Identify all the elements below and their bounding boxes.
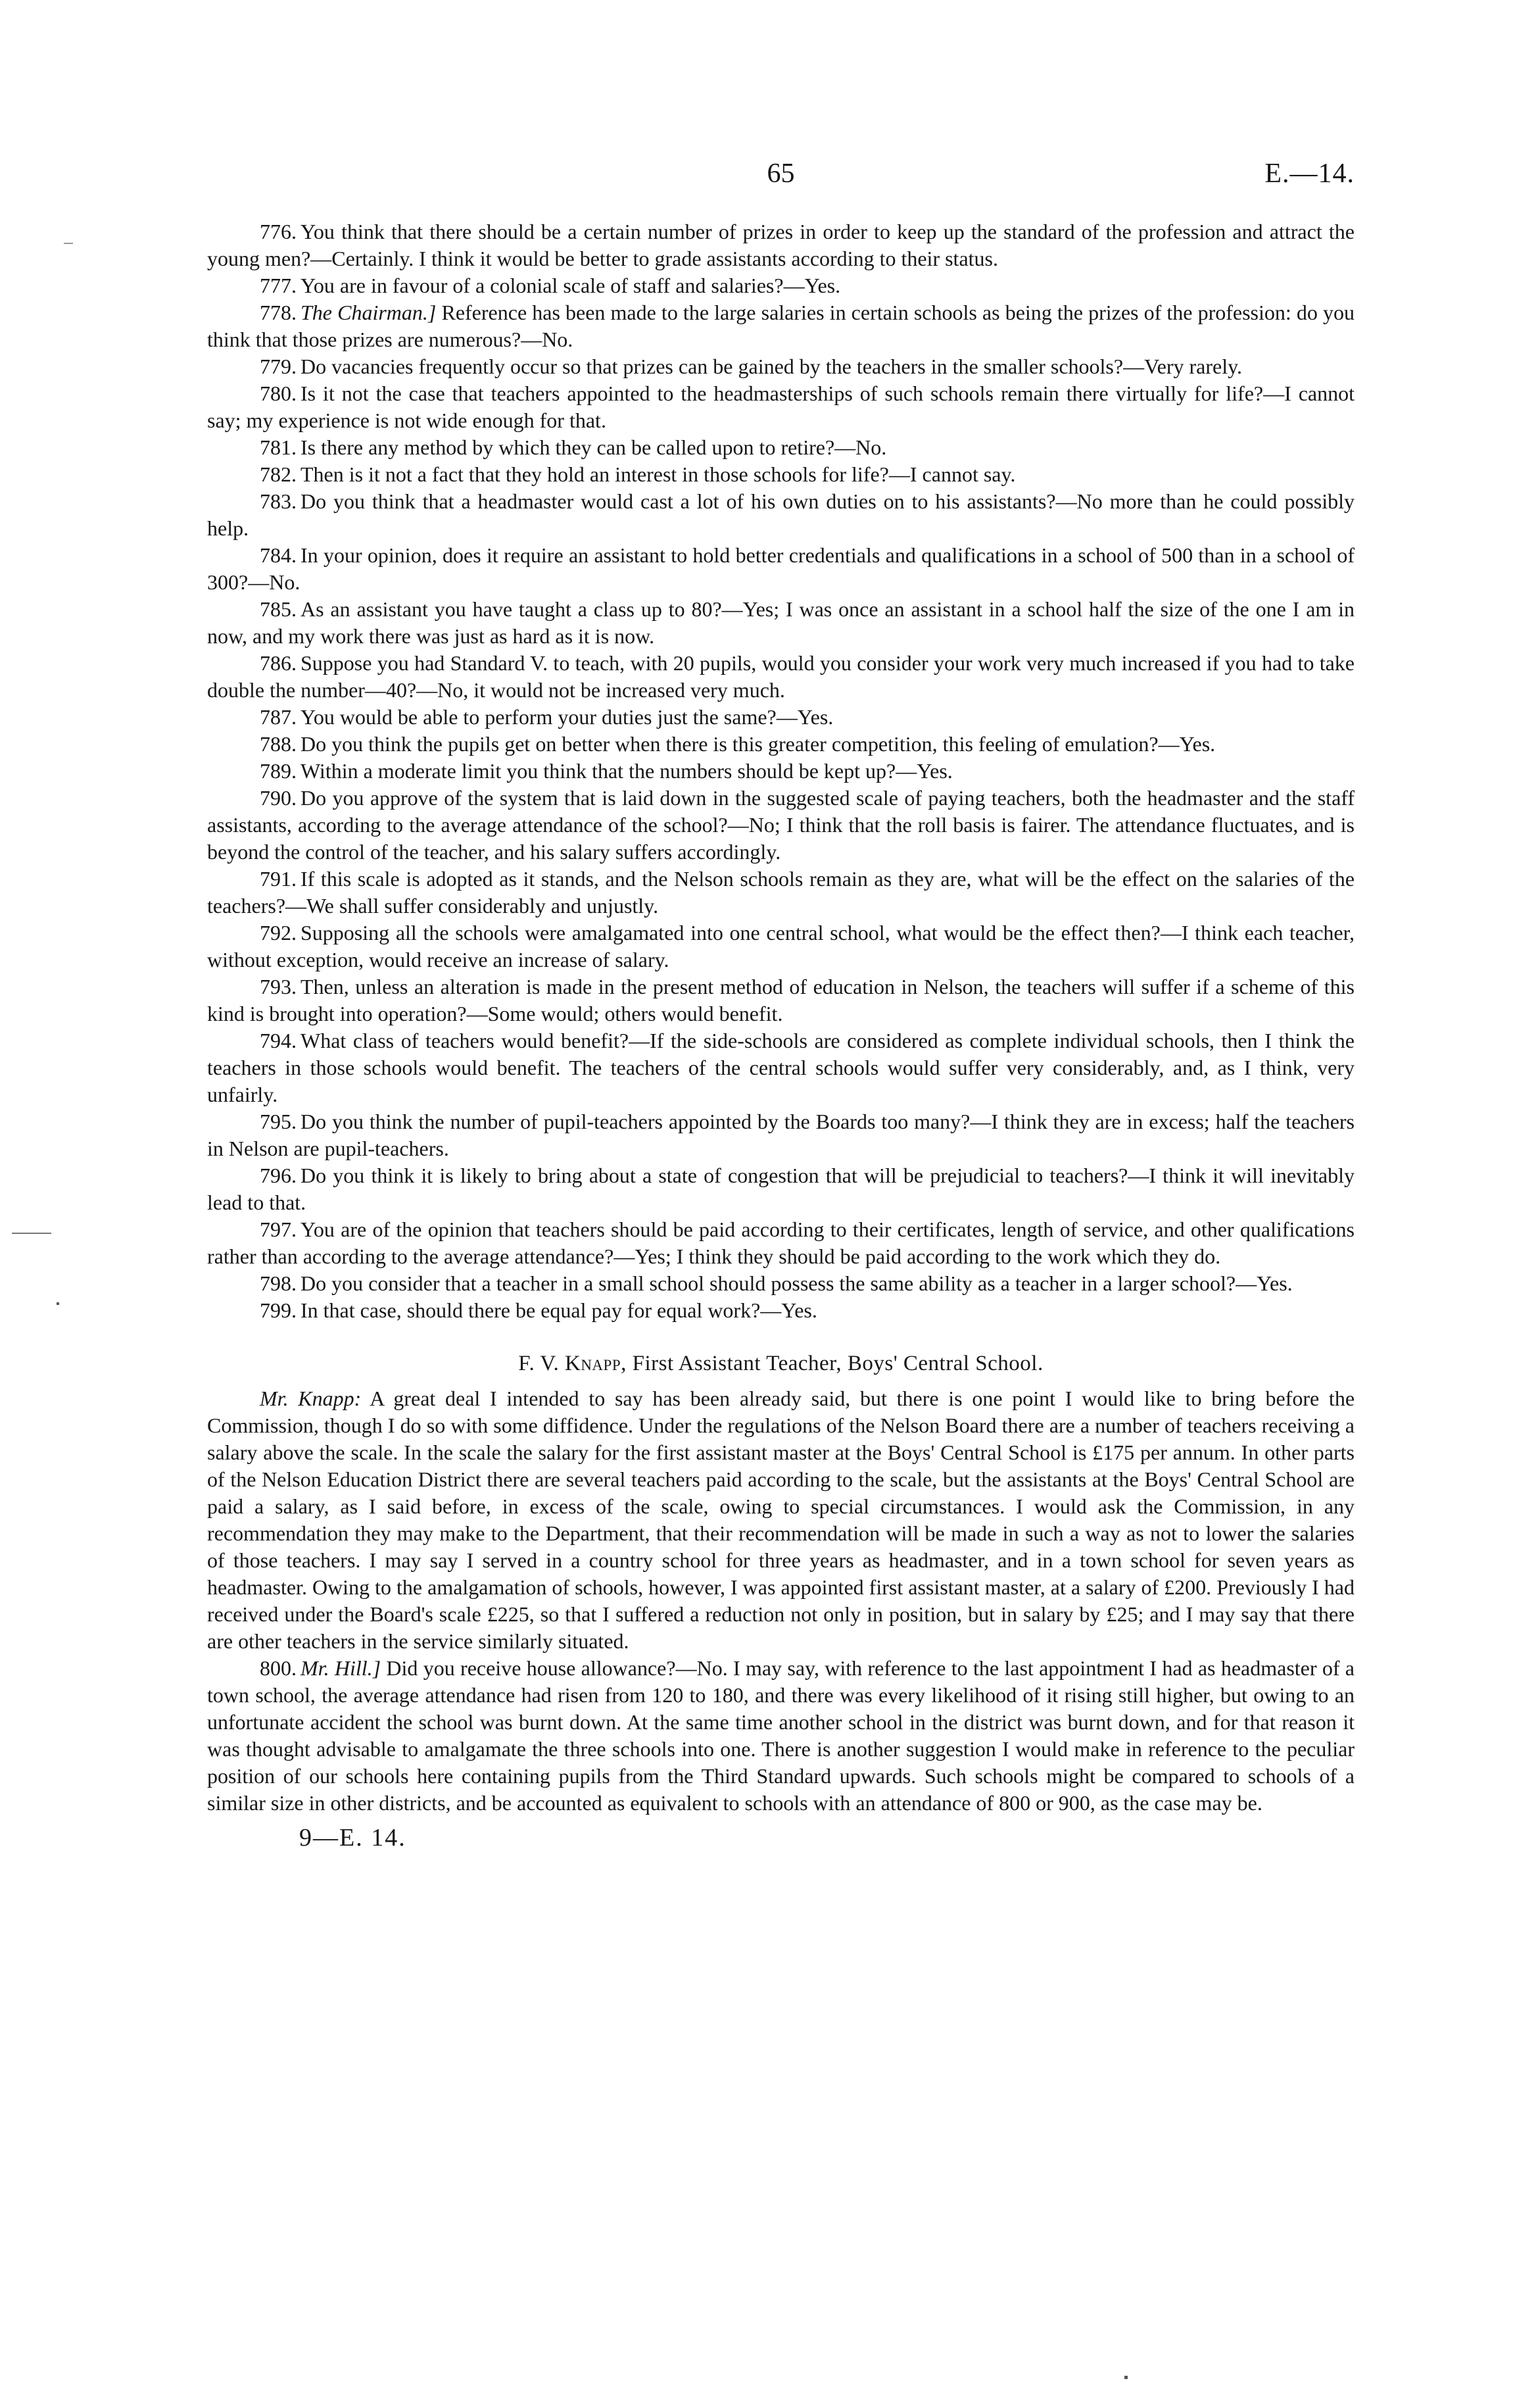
question-number: 784.: [260, 543, 297, 567]
question-paragraph: [207, 731, 1355, 758]
question-paragraph: [207, 650, 1355, 704]
question-text: You are of the opinion that teachers should be paid according to their certificates, length of service, and other qualifications rather than according to the average attendance?—Yes; I think they should be paid according to the work which they do.: [207, 1217, 1355, 1268]
question-text: Do you think that a headmaster would cast a lot of his own duties on to his assistants?—No more than he could possibly help.: [207, 489, 1355, 540]
question-paragraph: [207, 1297, 1355, 1324]
question-text: In your opinion, does it require an assistant to hold better credentials and qualifications in a school of 500 than in a school of 300?—No.: [207, 543, 1355, 594]
question-number: 799.: [260, 1298, 297, 1322]
question-number: 794.: [260, 1029, 297, 1052]
question-text: Reference has been made to the large salaries in certain schools as being the prizes of the profession: do you think that those prizes are numerous?—No.: [207, 301, 1355, 351]
question-number: 781.: [260, 435, 297, 459]
question-number: 790.: [260, 786, 297, 810]
question-number: 798.: [260, 1271, 297, 1295]
question-paragraph: [207, 353, 1355, 380]
witness-surname: Knapp: [564, 1352, 621, 1375]
question-number: 796.: [260, 1164, 297, 1187]
question-paragraph: [207, 299, 1355, 353]
question-paragraph: [207, 973, 1355, 1027]
question-number: 778.: [260, 301, 297, 324]
question-paragraph: [207, 380, 1355, 434]
question-text: Did you receive house allowance?—No. I may say, with reference to the last appointment I had as headmaster of a town school, the average attendance had risen from 120 to 180, and there was every likelihood of it rising still higher, but owing to an unfortunate accident the school was burnt down. At the same time another school in the district was burnt down, and for that reason it was thought advisable to amalgamate the three schools into one. There is another suggestion I would make in reference to the peculiar position of our schools here containing pupils from the Third Standard upwards. Such schools might be compared to schools of a similar size in other districts, and be accounted as equivalent to schools with an attendance of 800 or 900, as the case may be.: [207, 1656, 1355, 1815]
question-text: In that case, should there be equal pay for equal work?—Yes.: [300, 1298, 817, 1322]
question-paragraph: [207, 758, 1355, 785]
question-800: [207, 1655, 1355, 1817]
scan-speck: [57, 1302, 59, 1305]
question-text: Supposing all the schools were amalgamated into one central school, what would be the effect then?—I think each teacher, without exception, would receive an increase of salary.: [207, 921, 1355, 971]
question-text: You are in favour of a colonial scale of staff and salaries?—Yes.: [300, 274, 841, 297]
question-number: 793.: [260, 975, 297, 998]
question-number: 800.: [260, 1656, 297, 1680]
question-number: 776.: [260, 220, 297, 243]
question-text: Is there any method by which they can be called upon to retire?—No.: [300, 435, 887, 459]
page-number: 65: [767, 159, 795, 189]
question-paragraph: [207, 920, 1355, 973]
question-text: You think that there should be a certain number of prizes in order to keep up the standard of the profession and attract the young men?—Certainly. I think it would be better to grade assistants according to their status.: [207, 220, 1355, 270]
question-paragraph: [207, 1162, 1355, 1216]
question-number: 788.: [260, 732, 297, 756]
scan-speck: [64, 243, 73, 244]
page-content: [207, 218, 1355, 1852]
signature-mark: 9—E. 14.: [299, 1824, 406, 1852]
question-paragraph: [207, 596, 1355, 650]
question-paragraph: [207, 272, 1355, 299]
question-number: 797.: [260, 1217, 297, 1241]
question-text: Do you think the number of pupil-teachers appointed by the Boards too many?—I think they are in excess; half the teachers in Nelson are pupil-teachers.: [207, 1110, 1355, 1160]
page-header: [207, 158, 1355, 197]
question-answer-list: [207, 218, 1355, 1324]
question-text: If this scale is adopted as it stands, and the Nelson schools remain as they are, what will be the effect on the salaries of the teachers?—We shall suffer considerably and unjustly.: [207, 867, 1355, 918]
witness-statement: [207, 1385, 1355, 1655]
question-text: Do you approve of the system that is laid down in the suggested scale of paying teachers, both the headmaster and the staff assistants, according to the average attendance of the school?—No; I think that the roll basis is fairer. The attendance fluctuates, and is beyond the control of the teacher, and his salary suffers accordingly.: [207, 786, 1355, 864]
question-number: 782.: [260, 462, 297, 486]
question-text: As an assistant you have taught a class up to 80?—Yes; I was once an assistant in a school half the size of the one I am in now, and my work there was just as hard as it is now.: [207, 597, 1355, 648]
witness-role: , First Assistant Teacher, Boys' Central School.: [621, 1352, 1044, 1375]
question-number: 787.: [260, 705, 297, 729]
question-text: Do vacancies frequently occur so that prizes can be gained by the teachers in the smaller schools?—Very rarely.: [300, 355, 1243, 378]
question-text: Then is it not a fact that they hold an interest in those schools for life?—I cannot say.: [300, 462, 1016, 486]
question-paragraph: [207, 1108, 1355, 1162]
statement-speaker: Mr. Knapp:: [260, 1387, 362, 1410]
question-text: Do you think it is likely to bring about a state of congestion that will be prejudicial to teachers?—I think it will inevitably lead to that.: [207, 1164, 1355, 1214]
question-number: 777.: [260, 274, 297, 297]
question-paragraph: [207, 866, 1355, 920]
question-paragraph: [207, 785, 1355, 866]
question-text: Do you consider that a teacher in a small school should possess the same ability as a teacher in a larger school?—Yes.: [300, 1271, 1293, 1295]
document-reference: E.—14.: [1264, 159, 1355, 189]
question-number: 786.: [260, 651, 297, 675]
question-number: 791.: [260, 867, 297, 891]
scan-speck: [1124, 2376, 1128, 2379]
question-number: 792.: [260, 921, 297, 945]
question-text: Is it not the case that teachers appointed to the headmasterships of such schools remain there virtually for life?—I cannot say; my experience is not wide enough for that.: [207, 381, 1355, 432]
witness-initials: F. V.: [518, 1352, 560, 1375]
question-speaker: Mr. Hill.]: [300, 1656, 381, 1680]
question-paragraph: [207, 1270, 1355, 1297]
question-text: Do you think the pupils get on better when there is this greater competition, this feeling of emulation?—Yes.: [300, 732, 1216, 756]
question-text: Suppose you had Standard V. to teach, with 20 pupils, would you consider your work very much increased if you had to take double the number—40?—No, it would not be increased very much.: [207, 651, 1355, 702]
question-number: 780.: [260, 381, 297, 405]
question-paragraph: [207, 542, 1355, 596]
question-paragraph: [207, 461, 1355, 488]
question-paragraph: [207, 1027, 1355, 1108]
statement-text: A great deal I intended to say has been already said, but there is one point I would like to bring before the Commission, though I do so with some diffidence. Under the regulations of the Nelson Board there are a number of teachers receiving a salary above the scale. In the scale the salary for the first assistant master at the Boys' Central School is £175 per annum. In other parts of the Nelson Education District there are several teachers paid according to the scale, but the assistants at the Boys' Central School are paid a salary, as I said before, in excess of the scale, owing to special circumstances. I would ask the Commission, in any recommendation they may make to the Department, that their recommendation will be made in such a way as not to lower the salaries of those teachers. I may say I served in a country school for three years as headmaster, and in a town school for seven years as headmaster. Owing to the amalgamation of schools, however, I was appointed first assistant master, at a salary of £200. Previously I had received under the Board's scale £225, so that I suffered a reduction not only in position, but in salary by £25; and I may say that there are other teachers in the service similarly situated.: [207, 1387, 1355, 1653]
question-text: What class of teachers would benefit?—If the side-schools are considered as complete individual schools, then I think the teachers in those schools would benefit. The teachers of the central schools would suffer very considerably, and, as I think, very unfairly.: [207, 1029, 1355, 1106]
question-paragraph: [207, 434, 1355, 461]
question-text: You would be able to perform your duties just the same?—Yes.: [300, 705, 834, 729]
question-number: 779.: [260, 355, 297, 378]
question-paragraph: [207, 218, 1355, 272]
question-number: 785.: [260, 597, 297, 621]
question-speaker: The Chairman.]: [300, 301, 437, 324]
question-number: 789.: [260, 759, 297, 783]
question-paragraph: [207, 1216, 1355, 1270]
question-number: 783.: [260, 489, 297, 513]
scan-speck: [12, 1233, 51, 1234]
question-paragraph: [207, 488, 1355, 542]
question-text: Then, unless an alteration is made in the present method of education in Nelson, the teachers will suffer if a scheme of this kind is brought into operation?—Some would; others would benefit.: [207, 975, 1355, 1025]
question-number: 795.: [260, 1110, 297, 1133]
witness-heading: [207, 1350, 1355, 1377]
question-paragraph: [207, 704, 1355, 731]
question-text: Within a moderate limit you think that the numbers should be kept up?—Yes.: [300, 759, 953, 783]
